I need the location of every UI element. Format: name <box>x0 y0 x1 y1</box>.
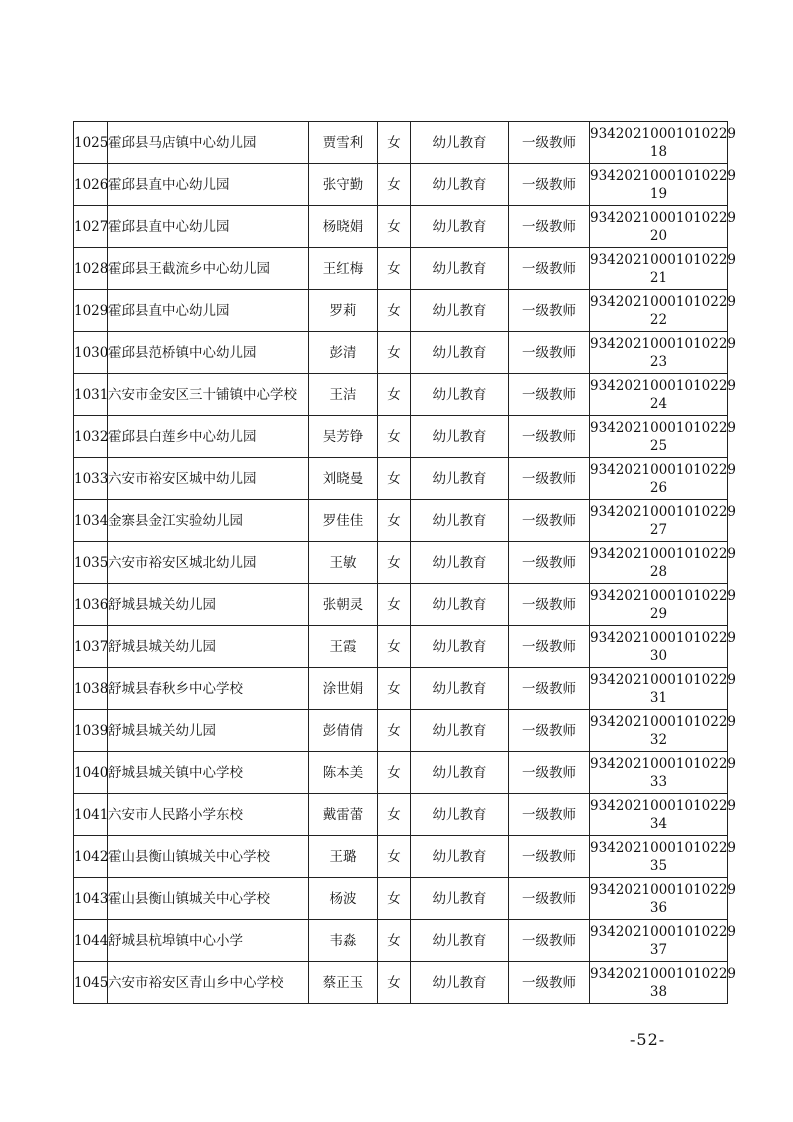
table-row <box>74 626 728 668</box>
certificate-number-line1: 93420210001010229 <box>590 545 737 562</box>
certificate-number-line1: 93420210001010229 <box>590 419 737 436</box>
certificate-number <box>590 836 737 878</box>
certificate-number <box>590 374 737 416</box>
title-level: 一级教师 <box>509 416 590 458</box>
subject: 幼儿教育 <box>411 752 509 794</box>
table-row <box>74 500 728 542</box>
teacher-name: 彭清 <box>309 332 378 374</box>
teacher-name: 彭倩倩 <box>309 710 378 752</box>
subject: 幼儿教育 <box>411 584 509 626</box>
certificate-number <box>590 920 737 962</box>
title-level: 一级教师 <box>509 920 590 962</box>
certificate-number-line1: 93420210001010229 <box>590 377 737 394</box>
title-level: 一级教师 <box>509 206 590 248</box>
certificate-number-line1: 93420210001010229 <box>590 503 737 520</box>
title-level: 一级教师 <box>509 710 590 752</box>
certificate-number-line2: 19 <box>649 185 668 202</box>
certificate-number-line2: 30 <box>649 647 668 664</box>
certificate-number-line2: 26 <box>649 479 668 496</box>
teacher-name: 罗佳佳 <box>309 500 378 542</box>
title-level: 一级教师 <box>509 626 590 668</box>
teacher-name: 刘晓曼 <box>309 458 378 500</box>
table-row <box>74 920 728 962</box>
row-index: 1028 <box>74 248 108 290</box>
title-level: 一级教师 <box>509 374 590 416</box>
teacher-name: 杨晓娟 <box>309 206 378 248</box>
subject: 幼儿教育 <box>411 416 509 458</box>
certificate-number <box>590 332 737 374</box>
subject: 幼儿教育 <box>411 374 509 416</box>
subject: 幼儿教育 <box>411 962 509 1004</box>
certificate-number-line1: 93420210001010229 <box>590 965 737 982</box>
certificate-number-line1: 93420210001010229 <box>590 251 737 268</box>
row-index: 1037 <box>74 626 108 668</box>
title-level: 一级教师 <box>509 164 590 206</box>
title-level: 一级教师 <box>509 584 590 626</box>
certificate-number-line1: 93420210001010229 <box>590 839 737 856</box>
school-name: 舒城县城关幼儿园 <box>108 584 309 626</box>
teacher-name: 陈本美 <box>309 752 378 794</box>
gender: 女 <box>378 332 411 374</box>
teacher-name: 王洁 <box>309 374 378 416</box>
certificate-number <box>590 752 737 794</box>
gender: 女 <box>378 878 411 920</box>
certificate-number-line1: 93420210001010229 <box>590 335 737 352</box>
table-row <box>74 794 728 836</box>
table-row <box>74 122 728 164</box>
gender: 女 <box>378 710 411 752</box>
certificate-number <box>590 668 737 710</box>
subject: 幼儿教育 <box>411 290 509 332</box>
certificate-number <box>590 458 737 500</box>
title-level: 一级教师 <box>509 500 590 542</box>
subject: 幼儿教育 <box>411 626 509 668</box>
row-index: 1044 <box>74 920 108 962</box>
certificate-number <box>590 794 737 836</box>
certificate-number-line2: 18 <box>649 143 668 160</box>
certificate-number-line2: 31 <box>649 689 668 706</box>
certificate-number-line2: 34 <box>649 815 668 832</box>
certificate-number-line2: 35 <box>649 857 668 874</box>
certificate-number-line1: 93420210001010229 <box>590 293 737 310</box>
teacher-name: 张守勤 <box>309 164 378 206</box>
row-index: 1038 <box>74 668 108 710</box>
subject: 幼儿教育 <box>411 164 509 206</box>
certificate-number-line2: 22 <box>649 311 668 328</box>
subject: 幼儿教育 <box>411 500 509 542</box>
row-index: 1042 <box>74 836 108 878</box>
certificate-number-line2: 37 <box>649 941 668 958</box>
gender: 女 <box>378 500 411 542</box>
school-name: 六安市裕安区城中幼儿园 <box>108 458 309 500</box>
certificate-number-line1: 93420210001010229 <box>590 125 737 142</box>
certificate-number-line2: 23 <box>649 353 668 370</box>
row-index: 1031 <box>74 374 108 416</box>
title-level: 一级教师 <box>509 794 590 836</box>
teacher-name: 韦淼 <box>309 920 378 962</box>
gender: 女 <box>378 836 411 878</box>
page-number: -52- <box>630 1030 666 1049</box>
school-name: 霍邱县直中心幼儿园 <box>108 164 309 206</box>
certificate-number <box>590 500 737 542</box>
subject: 幼儿教育 <box>411 122 509 164</box>
table-row <box>74 248 728 290</box>
gender: 女 <box>378 794 411 836</box>
certificate-number <box>590 416 737 458</box>
certificate-number-line1: 93420210001010229 <box>590 167 737 184</box>
certificate-number-line2: 27 <box>649 521 668 538</box>
table-row <box>74 332 728 374</box>
certificate-number-line1: 93420210001010229 <box>590 923 737 940</box>
gender: 女 <box>378 248 411 290</box>
teacher-name: 王红梅 <box>309 248 378 290</box>
table-row <box>74 374 728 416</box>
subject: 幼儿教育 <box>411 206 509 248</box>
row-index: 1041 <box>74 794 108 836</box>
row-index: 1036 <box>74 584 108 626</box>
gender: 女 <box>378 752 411 794</box>
title-level: 一级教师 <box>509 122 590 164</box>
school-name: 霍邱县白莲乡中心幼儿园 <box>108 416 309 458</box>
subject: 幼儿教育 <box>411 794 509 836</box>
gender: 女 <box>378 374 411 416</box>
certificate-number-line2: 32 <box>649 731 668 748</box>
certificate-number-line2: 29 <box>649 605 668 622</box>
table-row <box>74 836 728 878</box>
school-name: 舒城县城关幼儿园 <box>108 626 309 668</box>
school-name: 霍邱县范桥镇中心幼儿园 <box>108 332 309 374</box>
certificate-number-line2: 33 <box>649 773 668 790</box>
certificate-number-line2: 21 <box>649 269 668 286</box>
gender: 女 <box>378 584 411 626</box>
title-level: 一级教师 <box>509 248 590 290</box>
row-index: 1045 <box>74 962 108 1004</box>
certificate-number <box>590 122 737 164</box>
gender: 女 <box>378 962 411 1004</box>
certificate-number-line2: 24 <box>649 395 668 412</box>
row-index: 1030 <box>74 332 108 374</box>
certificate-number-line1: 93420210001010229 <box>590 587 737 604</box>
title-level: 一级教师 <box>509 668 590 710</box>
certificate-number <box>590 164 737 206</box>
subject: 幼儿教育 <box>411 710 509 752</box>
gender: 女 <box>378 416 411 458</box>
certificate-number <box>590 206 737 248</box>
title-level: 一级教师 <box>509 878 590 920</box>
school-name: 舒城县城关镇中心学校 <box>108 752 309 794</box>
gender: 女 <box>378 668 411 710</box>
title-level: 一级教师 <box>509 332 590 374</box>
teacher-name: 王霞 <box>309 626 378 668</box>
gender: 女 <box>378 122 411 164</box>
table-row <box>74 710 728 752</box>
school-name: 金寨县金江实验幼儿园 <box>108 500 309 542</box>
school-name: 舒城县春秋乡中心学校 <box>108 668 309 710</box>
table-row <box>74 458 728 500</box>
certificate-number <box>590 710 737 752</box>
gender: 女 <box>378 458 411 500</box>
table-row <box>74 668 728 710</box>
title-level: 一级教师 <box>509 458 590 500</box>
certificate-number-line1: 93420210001010229 <box>590 461 737 478</box>
teacher-name: 张朝灵 <box>309 584 378 626</box>
table-row <box>74 962 728 1004</box>
title-level: 一级教师 <box>509 752 590 794</box>
title-level: 一级教师 <box>509 542 590 584</box>
gender: 女 <box>378 542 411 584</box>
table-row <box>74 752 728 794</box>
school-name: 霍邱县直中心幼儿园 <box>108 290 309 332</box>
teacher-name: 贾雪利 <box>309 122 378 164</box>
certificate-number <box>590 584 737 626</box>
table-row <box>74 290 728 332</box>
table-row <box>74 164 728 206</box>
gender: 女 <box>378 626 411 668</box>
gender: 女 <box>378 206 411 248</box>
certificate-number <box>590 878 737 920</box>
table-row <box>74 542 728 584</box>
certificate-number <box>590 290 737 332</box>
row-index: 1035 <box>74 542 108 584</box>
row-index: 1040 <box>74 752 108 794</box>
certificate-number-line1: 93420210001010229 <box>590 209 737 226</box>
title-level: 一级教师 <box>509 290 590 332</box>
certificate-number-line1: 93420210001010229 <box>590 713 737 730</box>
row-index: 1043 <box>74 878 108 920</box>
subject: 幼儿教育 <box>411 878 509 920</box>
teacher-roster-table <box>73 121 737 1004</box>
subject: 幼儿教育 <box>411 668 509 710</box>
row-index: 1032 <box>74 416 108 458</box>
table-row <box>74 878 728 920</box>
school-name: 舒城县杭埠镇中心小学 <box>108 920 309 962</box>
title-level: 一级教师 <box>509 962 590 1004</box>
certificate-number <box>590 626 737 668</box>
teacher-name: 罗莉 <box>309 290 378 332</box>
gender: 女 <box>378 164 411 206</box>
certificate-number <box>590 542 737 584</box>
certificate-number-line1: 93420210001010229 <box>590 755 737 772</box>
certificate-number-line1: 93420210001010229 <box>590 629 737 646</box>
school-name: 六安市金安区三十铺镇中心学校 <box>108 374 309 416</box>
roster-body <box>74 122 737 1004</box>
school-name: 舒城县城关幼儿园 <box>108 710 309 752</box>
row-index: 1027 <box>74 206 108 248</box>
school-name: 六安市裕安区青山乡中心学校 <box>108 962 309 1004</box>
row-index: 1025 <box>74 122 108 164</box>
gender: 女 <box>378 920 411 962</box>
table-row <box>74 206 728 248</box>
school-name: 霍邱县王截流乡中心幼儿园 <box>108 248 309 290</box>
certificate-number <box>590 962 737 1004</box>
subject: 幼儿教育 <box>411 332 509 374</box>
row-index: 1039 <box>74 710 108 752</box>
teacher-name: 涂世娟 <box>309 668 378 710</box>
row-index: 1033 <box>74 458 108 500</box>
title-level: 一级教师 <box>509 836 590 878</box>
subject: 幼儿教育 <box>411 836 509 878</box>
certificate-number-line1: 93420210001010229 <box>590 881 737 898</box>
teacher-name: 王敏 <box>309 542 378 584</box>
certificate-number-line2: 20 <box>649 227 668 244</box>
table-row <box>74 416 728 458</box>
school-name: 霍邱县直中心幼儿园 <box>108 206 309 248</box>
certificate-number-line2: 25 <box>649 437 668 454</box>
certificate-number-line2: 38 <box>649 983 668 1000</box>
row-index: 1029 <box>74 290 108 332</box>
teacher-name: 杨波 <box>309 878 378 920</box>
school-name: 霍山县衡山镇城关中心学校 <box>108 878 309 920</box>
row-index: 1034 <box>74 500 108 542</box>
school-name: 六安市人民路小学东校 <box>108 794 309 836</box>
school-name: 霍山县衡山镇城关中心学校 <box>108 836 309 878</box>
certificate-number-line1: 93420210001010229 <box>590 797 737 814</box>
teacher-name: 戴雷蕾 <box>309 794 378 836</box>
gender: 女 <box>378 290 411 332</box>
teacher-name: 吴芳铮 <box>309 416 378 458</box>
teacher-name: 蔡正玉 <box>309 962 378 1004</box>
school-name: 六安市裕安区城北幼儿园 <box>108 542 309 584</box>
subject: 幼儿教育 <box>411 458 509 500</box>
row-index: 1026 <box>74 164 108 206</box>
subject: 幼儿教育 <box>411 542 509 584</box>
subject: 幼儿教育 <box>411 248 509 290</box>
subject: 幼儿教育 <box>411 920 509 962</box>
certificate-number-line2: 36 <box>649 899 668 916</box>
certificate-number <box>590 248 737 290</box>
school-name: 霍邱县马店镇中心幼儿园 <box>108 122 309 164</box>
table-row <box>74 584 728 626</box>
teacher-name: 王璐 <box>309 836 378 878</box>
certificate-number-line2: 28 <box>649 563 668 580</box>
certificate-number-line1: 93420210001010229 <box>590 671 737 688</box>
